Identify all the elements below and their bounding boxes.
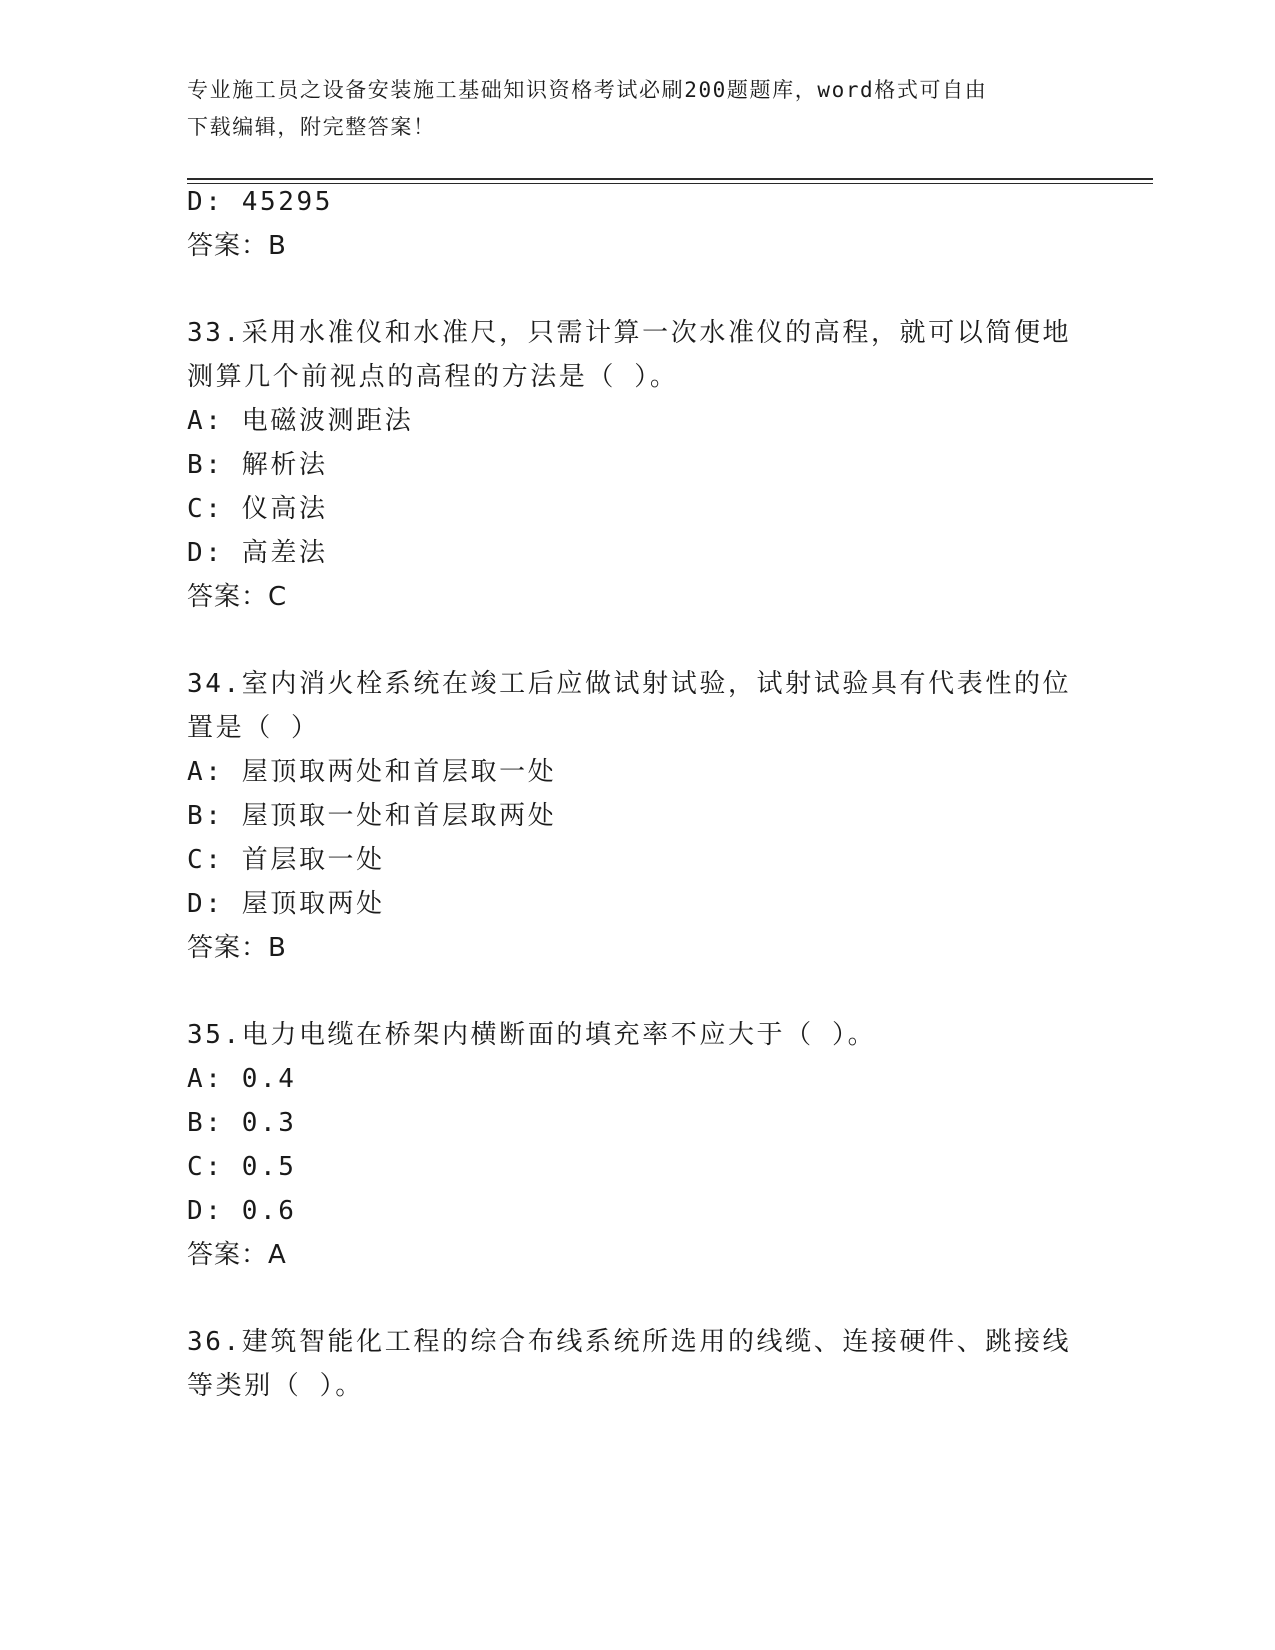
q36-stem-line-1: 36.建筑智能化工程的综合布线系统所选用的线缆、连接硬件、跳接线 [187, 1327, 1072, 1357]
q33-option-a: A: 电磁波测距法 [187, 406, 414, 436]
q34-option-d: D: 屋顶取两处 [187, 889, 385, 919]
q33-stem-line-2: 测算几个前视点的高程的方法是（ ）。 [187, 362, 679, 392]
q33-option-b: B: 解析法 [187, 450, 328, 480]
q33-option-d: D: 高差法 [187, 538, 328, 568]
q34-option-a: A: 屋顶取两处和首层取一处 [187, 757, 557, 787]
header-line-1: 专业施工员之设备安装施工基础知识资格考试必刷200题题库，word格式可自由 [187, 78, 988, 102]
document-header [187, 72, 1067, 146]
q35-option-b: B: 0.3 [187, 1108, 297, 1138]
header-divider [187, 178, 1153, 180]
q35-answer: 答案：A [187, 1240, 287, 1270]
q34-option-c: C: 首层取一处 [187, 845, 385, 875]
q33-answer: 答案：C [187, 582, 288, 612]
q36-stem-line-2: 等类别（ ）。 [187, 1371, 364, 1401]
q34-stem-line-1: 34.室内消火栓系统在竣工后应做试射试验，试射试验具有代表性的位 [187, 669, 1072, 699]
q35-stem-line-1: 35.电力电缆在桥架内横断面的填充率不应大于（ ）。 [187, 1020, 877, 1050]
header-line-2: 下载编辑，附完整答案！ [187, 115, 436, 139]
q35-option-a: A: 0.4 [187, 1064, 297, 1094]
header-divider-thin [187, 183, 1153, 184]
prev-answer: 答案：B [187, 231, 287, 261]
q34-option-b: B: 屋顶取一处和首层取两处 [187, 801, 557, 831]
q34-answer: 答案：B [187, 933, 287, 963]
prev-option-d: D: 45295 [187, 187, 334, 217]
q35-option-d: D: 0.6 [187, 1196, 297, 1226]
q34-stem-line-2: 置是（ ） [187, 713, 320, 743]
q33-option-c: C: 仪高法 [187, 494, 328, 524]
q33-stem-line-1: 33.采用水准仪和水准尺，只需计算一次水准仪的高程，就可以简便地 [187, 318, 1072, 348]
q35-option-c: C: 0.5 [187, 1152, 297, 1182]
